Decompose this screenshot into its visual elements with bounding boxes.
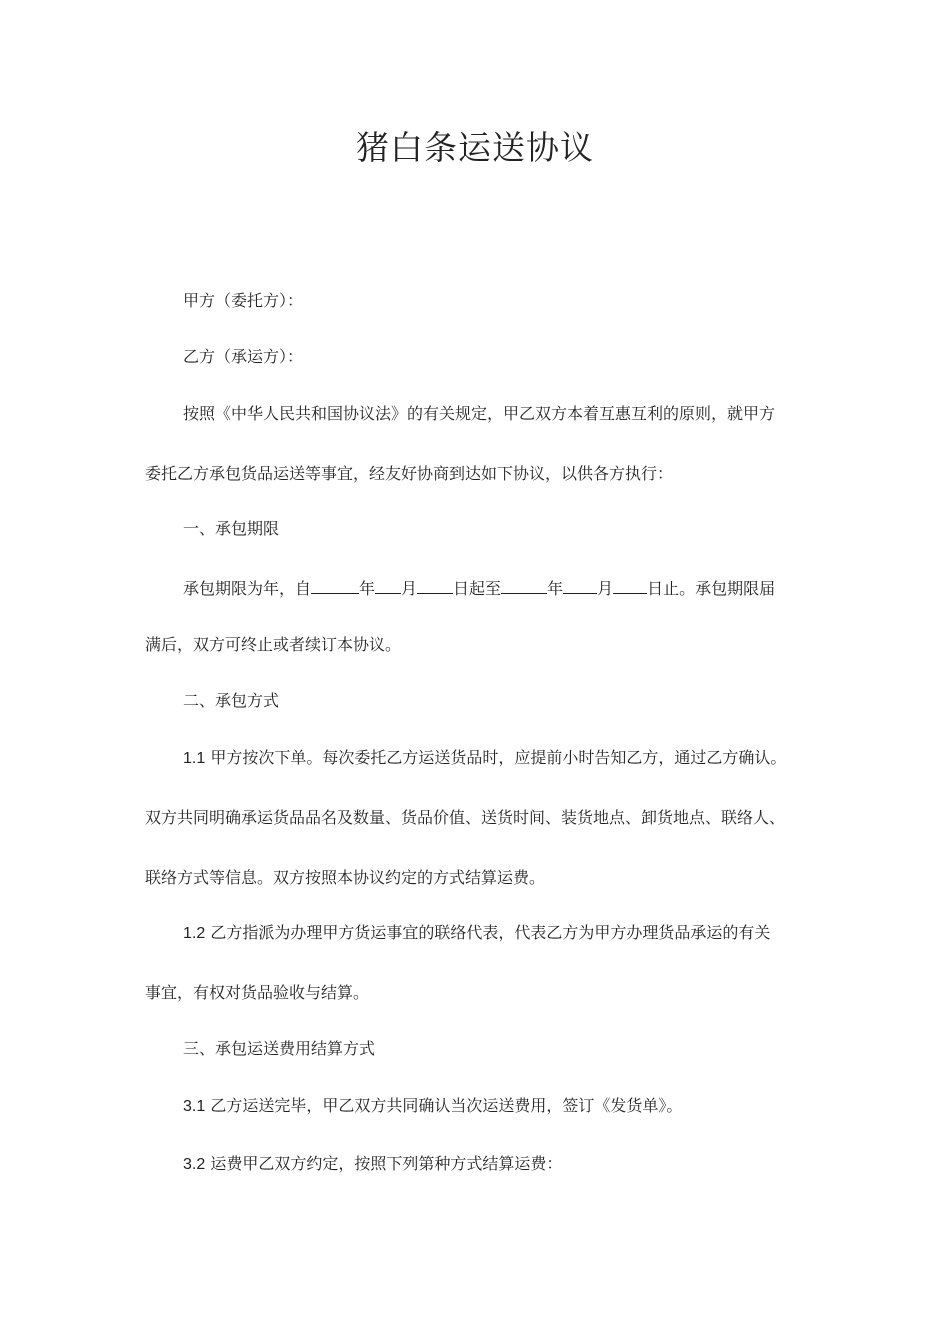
blank-end-year [501, 575, 547, 594]
item-3-1-text: 乙方运送完毕，甲乙双方共同确认当次运送费用，签订《发货单》。 [205, 1096, 683, 1115]
section-3-heading: 三、承包运送费用结算方式 [183, 1039, 376, 1058]
item-3-2-text: 运费甲乙双方约定，按照下列第种方式结算运费： [205, 1154, 563, 1173]
blank-end-month [563, 575, 597, 594]
item-3-2-number: 3.2 [183, 1156, 206, 1173]
item-3-2-line [183, 1153, 562, 1176]
item-3-1-number: 3.1 [183, 1098, 206, 1115]
item-1-1-text: 甲方按次下单。每次委托乙方运送货品时，应提前小时告知乙方，通过乙方确认。 [205, 748, 787, 767]
item-1-2-line-1 [183, 922, 770, 945]
section-1-heading: 一、承包期限 [183, 519, 280, 538]
term-paragraph-line-2: 满后，双方可终止或者续订本协议。 [145, 635, 402, 654]
item-1-2-text: 乙方指派为办理甲方货运事宜的联络代表，代表乙方为甲方办理货品承运的有关 [205, 923, 771, 942]
term-month-label-1: 月 [401, 579, 418, 598]
blank-start-day [417, 575, 453, 594]
item-1-1-line-2: 双方共同明确承运货品品名及数量、货品价值、送货时间、装货地点、卸货地点、联络人、 [145, 808, 786, 827]
term-paragraph-line-1 [183, 575, 775, 600]
party-a-line: 甲方（委托方）： [183, 291, 304, 310]
item-1-2-number: 1.2 [183, 925, 206, 942]
item-3-1-line [183, 1095, 682, 1118]
term-day-from-label: 日起至 [453, 579, 502, 598]
item-1-1-number: 1.1 [183, 750, 206, 767]
intro-paragraph-line-2: 委托乙方承包货品运送等事宜，经友好协商到达如下协议，以供各方执行： [145, 464, 674, 483]
term-end-text: 日止。承包期限届 [647, 579, 776, 598]
item-1-2-line-2: 事宜，有权对货品验收与结算。 [145, 983, 370, 1002]
term-text-start: 承包期限为年，自 [183, 579, 312, 598]
item-1-1-line-1 [183, 747, 786, 770]
blank-start-year [311, 575, 359, 594]
term-year-label-1: 年 [359, 579, 376, 598]
blank-end-day [613, 575, 647, 594]
party-b-line: 乙方（承运方）： [183, 347, 304, 366]
intro-paragraph-line-1: 按照《中华人民共和国协议法》的有关规定，甲乙双方本着互惠互利的原则，就甲方 [183, 404, 776, 423]
blank-start-month [375, 575, 401, 594]
item-1-1-line-3: 联络方式等信息。双方按照本协议约定的方式结算运费。 [145, 868, 546, 887]
section-2-heading: 二、承包方式 [183, 691, 280, 710]
term-year-label-2: 年 [547, 579, 564, 598]
term-month-label-2: 月 [597, 579, 614, 598]
document-title: 猪白条运送协议 [356, 128, 594, 167]
